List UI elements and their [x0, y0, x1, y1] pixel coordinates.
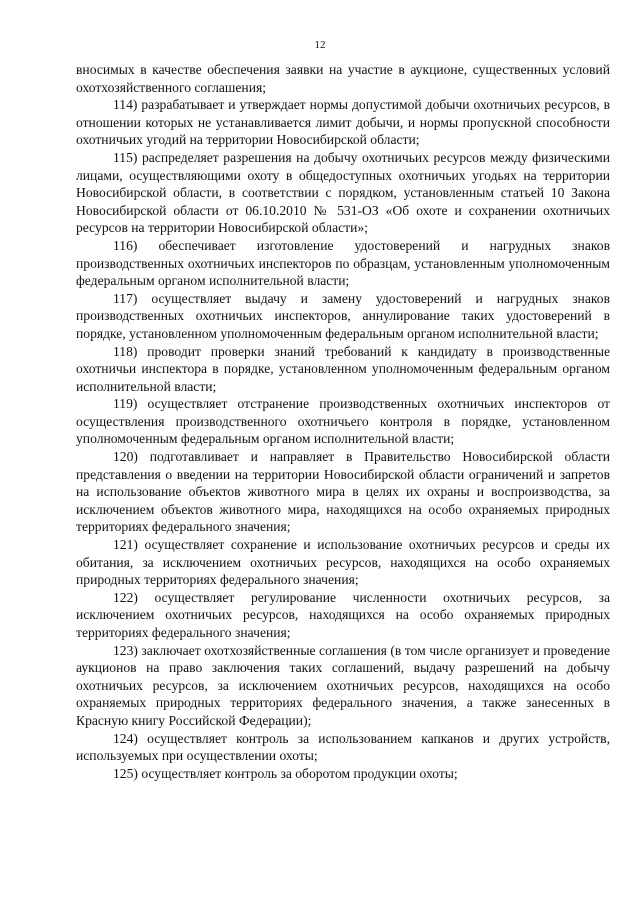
paragraph-item-116: 116) обеспечивает изготовление удостоверений и нагрудных знаков производственных охотничьих инспекторов по образцам, установленным уполномоченным федеральным органом исполнительной власти; [76, 237, 610, 289]
paragraph-item-120: 120) подготавливает и направляет в Правительство Новосибирской области представления о введении на территории Новосибирской области ограничений и запретов на использование объектов животного мира в целях их охраны и воспроизводства, за исключением объектов животного мира, находящихся на особо охраняемых природных территориях федерального значения; [76, 449, 610, 535]
paragraph-item-124: 124) осуществляет контроль за использованием капканов и других устройств, используемых при осуществлении охоты; [76, 730, 610, 764]
page-number: 12 [314, 39, 326, 51]
paragraph-item-118: 118) проводит проверки знаний требований к кандидату в производственные охотничьи инспектора в порядке, установленном уполномоченным федеральным органом исполнительной власти; [76, 343, 610, 394]
document-body [76, 61, 610, 782]
paragraph-item-125: 125) осуществляет контроль за оборотом продукции охоты; [113, 765, 458, 781]
paragraph-item-117: 117) осуществляет выдачу и замену удостоверений и нагрудных знаков производственных охотничьих инспекторов, аннулирование таких удостоверений в порядке, установленном уполномоченным федеральным органом исполнительной власти; [76, 290, 610, 341]
paragraph-item-121: 121) осуществляет сохранение и использование охотничьих ресурсов и среды их обитания, за исключением охотничьих ресурсов, находящихся на особо охраняемых природных территориях федерального значения; [76, 537, 610, 588]
paragraph-item-122: 122) осуществляет регулирование численности охотничьих ресурсов, за исключением охотничьих ресурсов, находящихся на особо охраняемых природных территориях федерального значения; [76, 589, 610, 640]
paragraph-item-123: 123) заключает охотхозяйственные соглашения (в том числе организует и проведение аукционов на право заключения таких соглашений, выдачу разрешений на добычу охотничьих ресурсов, за исключением охотничьих ресурсов, находящихся на особо охраняемых природных территориях федерального значения, а также занесенных в Красную книгу Российской Федерации); [76, 642, 610, 728]
paragraph-continuation: вносимых в качестве обеспечения заявки на участие в аукционе, существенных условий охотхозяйственного соглашения; [76, 62, 610, 95]
paragraph-item-114: 114) разрабатывает и утверждает нормы допустимой добычи охотничьих ресурсов, в отношении которых не устанавливается лимит добычи, и нормы пропускной способности охотничьих угодий на территории Новосибирской области; [76, 97, 610, 148]
paragraph-item-119: 119) осуществляет отстранение производственных охотничьих инспекторов от осуществления производственного охотничьего контроля в порядке, установленном уполномоченным федеральным органом исполнительной власти; [76, 396, 610, 447]
paragraph-item-115: 115) распределяет разрешения на добычу охотничьих ресурсов между физическими лицами, осуществляющими охоту в общедоступных охотничьих угодьях на территории Новосибирской области, в соответствии с порядком, установленным статьей 10 Закона Новосибирской области от 06.10.2010 № 531-ОЗ «Об охоте и сохранении охотничьих ресурсов на территории Новосибирской области»; [76, 149, 610, 236]
